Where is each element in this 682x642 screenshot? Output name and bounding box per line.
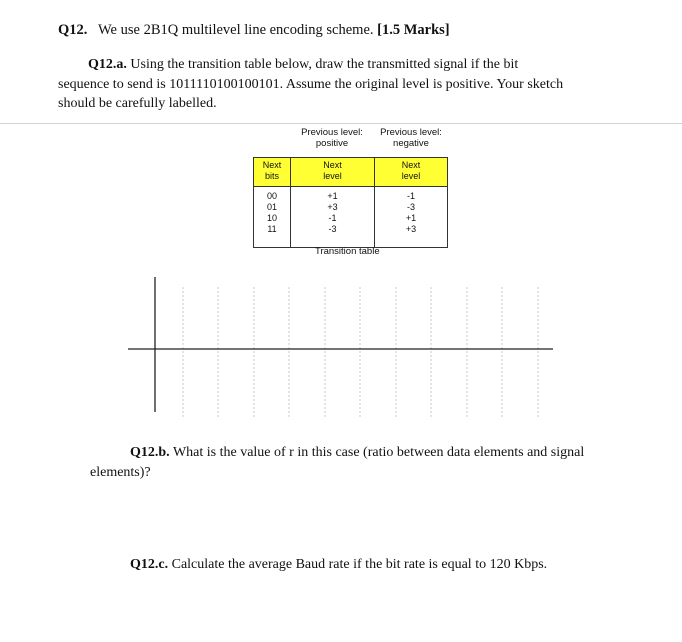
part-b-label: Q12.b. [130,445,170,460]
prev-negative-line1: Previous level: [380,127,442,138]
prev-positive-line1: Previous level: [301,127,363,138]
part-a-line1: Using the transition table below, draw the transmitted signal if the bit [130,57,519,72]
part-c-label: Q12.c. [130,557,169,572]
header-next-level-negative: Next level [375,158,448,187]
negative-levels-column: -1 -3 +1 +3 [375,187,448,248]
part-a-line3: should be carefully labelled. [58,96,217,111]
prev-negative-line2: negative [393,138,429,149]
prev-positive-line2: positive [315,138,349,149]
part-b-line2: elements)? [90,464,151,480]
header-next-level-positive: Next level [291,158,375,187]
question-number: Q12. [58,22,88,38]
header-next-bits: Next bits [254,158,291,187]
part-c-text: Calculate the average Baud rate if the bit rate is equal to 120 Kbps. [171,557,548,572]
part-a-line2: sequence to send is 1011110100100101. Assume the original level is positive. Your sketch [58,76,564,92]
part-b-paragraph [90,443,615,482]
grid-lines [183,287,538,418]
table-caption: Transition table [315,246,380,257]
bits-column: 00 01 10 11 [254,187,291,248]
part-a-label: Q12.a. [88,57,127,72]
question-text: We use 2B1Q multilevel line encoding scheme. [98,22,374,38]
part-c-paragraph [130,555,547,575]
question-marks: [1.5 Marks] [377,22,450,38]
positive-levels-column: +1 +3 -1 -3 [291,187,375,248]
part-b-line1: What is the value of r in this case (ratio between data elements and signal [172,445,585,460]
